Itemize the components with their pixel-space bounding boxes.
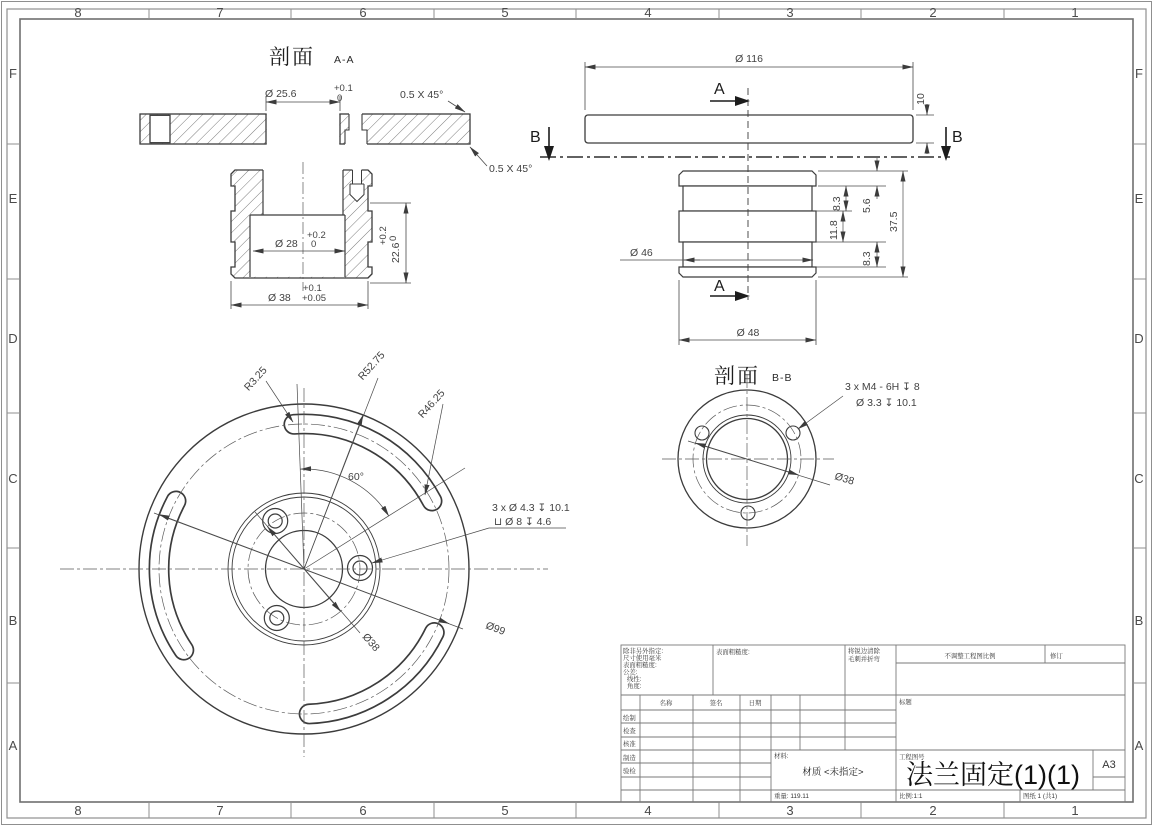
section-arrow-a-top-label: A (714, 81, 725, 98)
view-section-bb (662, 365, 920, 546)
sheet-info: 图纸 1 (共1) (1023, 793, 1058, 800)
dim-step2: 8.3 (831, 196, 843, 211)
zone-top: 6 (359, 5, 367, 20)
zone-top: 3 (786, 5, 794, 20)
deburr-line1: 将锐边清除 (848, 648, 880, 655)
section-aa-title: 剖面 (269, 46, 315, 69)
zone-left: A (8, 738, 18, 753)
dim-hub-od-tol-up: +0.1 (303, 283, 322, 294)
dim-chamfer-bottom: 0.5 X 45° (489, 163, 533, 175)
zone-left: E (8, 191, 18, 206)
zone-left: D (8, 331, 18, 346)
dim-bore-tol-lo: 0 (337, 93, 343, 104)
zone-right: E (1134, 191, 1144, 206)
zone-bottom: 6 (359, 803, 367, 818)
zone-bottom: 8 (74, 803, 82, 818)
section-bb-title: 剖面 (714, 365, 760, 388)
spec-line1: 除非另外指定: (623, 648, 664, 655)
zone-right: F (1135, 66, 1143, 81)
surface-finish-label: 表面粗糙度: (716, 649, 750, 656)
title-block-spec-notes (623, 646, 663, 690)
dim-hub-od-tol-lo: +0.05 (302, 293, 327, 304)
zone-right: B (1134, 613, 1144, 628)
zone-top: 2 (929, 5, 937, 20)
zone-top: 1 (1071, 5, 1079, 20)
dim-bore: Ø 25.6 (265, 88, 297, 100)
dim-thickness: 10 (915, 93, 927, 105)
dim-bolt-circle: Ø38 (359, 631, 382, 654)
tap-note-line2: Ø 3.3 ↧ 10.1 (856, 397, 917, 409)
view-section-aa-plate (140, 46, 532, 175)
dim-height-tol-lo: 0 (388, 235, 399, 241)
row-qa: 验检 (623, 768, 636, 775)
dim-od: Ø 116 (735, 53, 763, 65)
section-bb-label: B-B (772, 372, 793, 384)
paper-size: A3 (1102, 759, 1116, 771)
zone-bottom: 5 (501, 803, 509, 818)
view-plan (60, 349, 570, 757)
row-mfg: 制造 (623, 755, 636, 762)
zone-bottom: 3 (786, 803, 794, 818)
row-drawn: 绘制 (623, 715, 636, 722)
dim-height: 37.5 (888, 211, 900, 232)
dim-hub-bore-tol-up: +0.2 (307, 230, 326, 241)
do-not-scale-note: 不调整工程图比例 (944, 653, 996, 660)
view-section-aa-hub (231, 162, 411, 309)
col-date: 日期 (748, 700, 762, 707)
section-arrow-a-bottom-label: A (714, 278, 725, 295)
zone-bottom: 4 (644, 803, 652, 818)
zone-top: 7 (216, 5, 224, 20)
spec-line4: 公差: (623, 669, 638, 676)
dwg-no-label: 工程图号 (899, 754, 925, 761)
dim-hub-bore-tol-lo: 0 (311, 239, 317, 250)
col-name: 名称 (659, 700, 673, 707)
dim-step3: 11.8 (828, 220, 840, 240)
spec-line5: 线性: (627, 676, 642, 683)
dim-hub-bore: Ø 28 (275, 238, 298, 250)
zone-left: C (8, 471, 18, 486)
dim-step1: 5.6 (861, 198, 873, 213)
deburr-line2: 毛刺并折弯 (848, 656, 880, 663)
row-checked: 检查 (623, 728, 636, 735)
spec-line6: 角度: (627, 683, 642, 690)
dim-hub-od: Ø 38 (268, 292, 291, 304)
material-label: 材料: (774, 753, 789, 760)
section-aa-label: A-A (334, 54, 355, 66)
section-arrow-b-right (941, 146, 951, 161)
zone-right: C (1134, 471, 1144, 486)
dim-neck: Ø 46 (630, 247, 653, 259)
dim-slot-radius: R3.25 (241, 364, 270, 394)
zone-right: D (1134, 331, 1144, 346)
zone-bottom: 2 (929, 803, 937, 818)
section-arrow-b-left-label: B (530, 129, 541, 146)
spec-line2: 尺寸使用毫米 (623, 655, 662, 662)
zone-top: 4 (644, 5, 652, 20)
dim-step4: 8.3 (861, 251, 873, 266)
dim-base: Ø 48 (736, 327, 760, 339)
zone-top: 8 (74, 5, 82, 20)
spec-line3: 表面粗糙度: (623, 662, 657, 669)
title-label: 标题 (899, 699, 912, 706)
tap-note-line1: 3 x M4 - 6H ↧ 8 (845, 381, 920, 393)
dim-slot-od: Ø99 (483, 619, 507, 638)
zone-bottom: 7 (216, 803, 224, 818)
zone-top: 5 (501, 5, 509, 20)
row-approved: 核准 (623, 741, 636, 748)
weight-value: 重量: 119.11 (774, 793, 809, 800)
cbore-note-line2: ⊔ Ø 8 ↧ 4.6 (494, 516, 552, 528)
drawing-title: 法兰固定(1)(1) (906, 760, 1080, 790)
dim-bore-tol-up: +0.1 (334, 83, 353, 94)
dim-height: 22.6 (390, 242, 402, 263)
section-arrow-b-left (544, 146, 554, 161)
view-front (530, 53, 963, 345)
dim-angle: 60° (348, 471, 364, 483)
zone-bottom: 1 (1071, 803, 1079, 818)
scale-value: 比例:1:1 (899, 793, 923, 800)
title-block (621, 645, 1125, 802)
section-arrow-b-right-label: B (952, 129, 963, 146)
dim-outer-radius: R52.75 (355, 349, 388, 383)
dim-slot-center-radius: R46.25 (415, 387, 448, 421)
zone-right: A (1134, 738, 1144, 753)
dim-height-tol-up: +0.2 (378, 226, 389, 245)
dim-chamfer-top: 0.5 X 45° (400, 89, 444, 101)
cbore-note-line1: 3 x Ø 4.3 ↧ 10.1 (492, 502, 570, 514)
revision-label: 修订 (1050, 653, 1063, 660)
material-value: 材质 <未指定> (802, 767, 864, 778)
col-signature: 签名 (709, 700, 723, 707)
zone-left: B (8, 613, 18, 628)
zone-left: F (9, 66, 17, 81)
dim-bolt-circle-bb: Ø38 (833, 470, 856, 488)
